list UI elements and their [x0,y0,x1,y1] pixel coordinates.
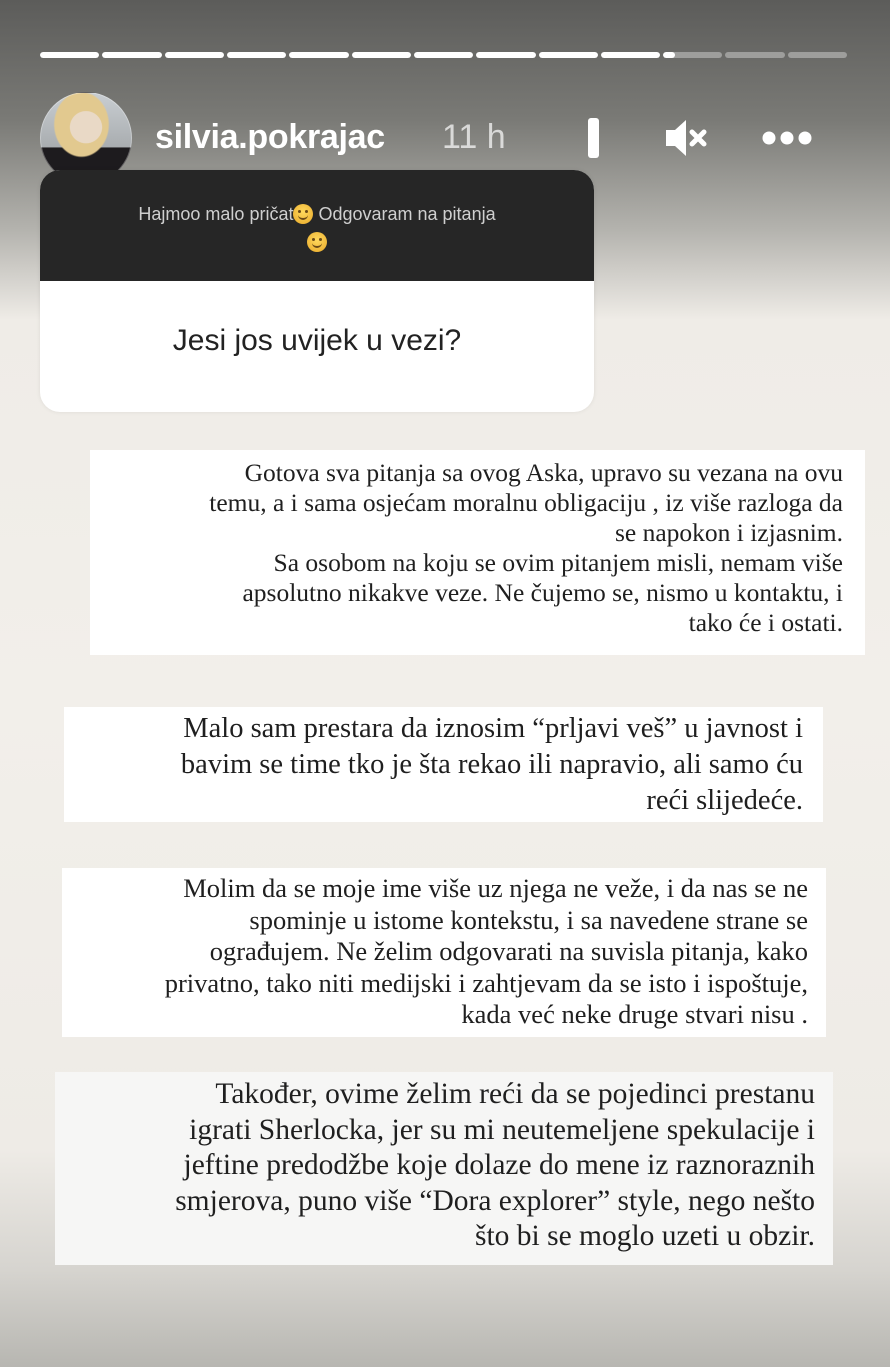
mute-button[interactable] [662,116,710,160]
text-line: bavim se time tko je šta rekao ili napravio, ali samo ću [180,749,803,780]
text-line: Molim da se moje ime više uz njega ne veže, i da nas se ne [183,873,808,903]
text-line: što bi se moglo uzeti u obzir. [474,1220,815,1252]
text-line: privatno, tako niti medijski i zahtjevam da se isto i ispoštuje, [164,967,808,998]
text-line: Gotova sva pitanja sa ovog Aska, upravo su vezana na ovu [244,458,843,487]
progress-segment [788,52,847,58]
text-block-2 [64,707,823,822]
progress-segment [725,52,784,58]
username-link[interactable]: silvia.pokrajac [155,118,385,156]
text-block-4 [55,1072,833,1265]
muted-speaker-icon [662,117,710,159]
text-line: igrati Sherlocka, jer su mi neutemeljene spekulacije i [189,1113,815,1146]
more-options-icon [762,131,812,145]
progress-segment [414,52,473,58]
text-line: se napokon i izjasnim. [614,518,843,547]
text-line: Malo sam prestara da iznosim “prljavi veš” u javnost i [183,713,803,744]
pause-button[interactable] [577,116,609,160]
smiling-emoji-icon [307,232,327,252]
text-line: reći slijedeće. [646,785,803,816]
progress-segment [165,52,224,58]
progress-segment [663,52,722,58]
text-line: Također, ovime želim reći da se pojedinci prestanu [215,1078,815,1110]
progress-segment [601,52,660,58]
question-sticker-header [40,170,594,281]
post-time: 11 h [442,118,506,156]
progress-segment [227,52,286,58]
story-progress-bar [40,52,847,59]
text-line: smjerova, puno više “Dora explorer” style, nego nešto [175,1184,815,1217]
text-line: jeftine predodžbe koje dolaze do mene iz raznoraznih [183,1149,815,1181]
question-text: Jesi jos uvijek u vezi? [172,323,462,357]
more-options-button[interactable] [762,116,812,160]
text-block-1 [90,450,865,655]
sticker-prompt-suffix: Odgovaram na pitanja [318,204,496,224]
progress-segment [102,52,161,58]
progress-segment [289,52,348,58]
text-line: temu, a i sama osjećam moralnu obligaciju , iz više razloga da [209,488,843,517]
text-line: spominje u istome kontekstu, i sa navedene strane se [249,904,808,935]
progress-segment [539,52,598,58]
question-sticker [40,170,594,412]
text-line: kada već neke druge stvari nisu . [461,999,808,1029]
progress-segment [40,52,99,58]
text-line: tako će i ostati. [688,608,843,637]
text-line: ograđujem. Ne želim odgovarati na suvisla pitanja, kako [209,936,808,966]
pause-icon [588,118,599,158]
text-line: apsolutno nikakve veze. Ne čujemo se, nismo u kontaktu, i [242,578,843,607]
text-block-3 [62,868,826,1037]
sticker-prompt: Hajmoo malo pričat [138,204,294,224]
progress-segment [476,52,535,58]
text-line: Sa osobom na koju se ovim pitanjem misli, nemam više [273,548,843,577]
progress-segment [352,52,411,58]
smiley-emoji-icon [293,204,313,224]
